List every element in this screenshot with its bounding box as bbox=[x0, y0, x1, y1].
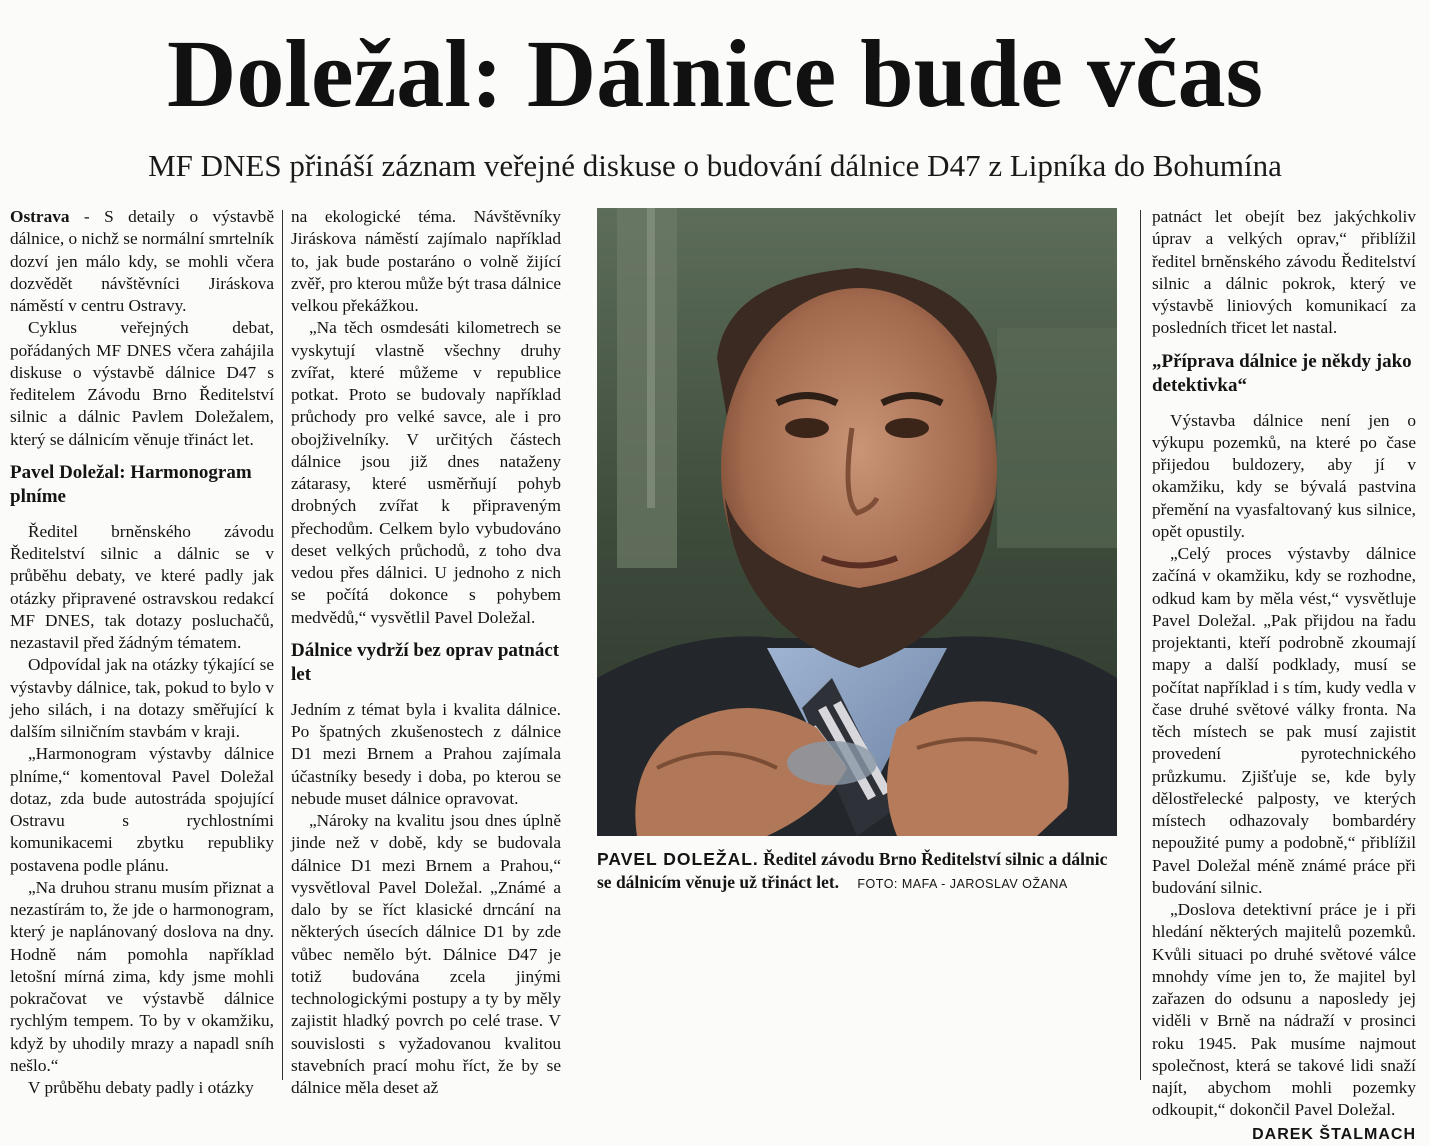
article-column-2 bbox=[291, 206, 561, 1099]
column-rule bbox=[1140, 210, 1141, 1080]
photo-pavel-dolezal bbox=[597, 208, 1117, 836]
paragraph-text: „Doslova detektivní práce je i při hledání některých majitelů pozemků. Kvůli situaci po druhé světové válce mnohdy víme jen to, že majitel byl zařazen do odsunu a naposledy jej viděli v Brně na nádraží v prosinci roku 1945. Pak musíme najmout společnost, která se takové lidi snaží najít, abychom mohli pozemky odkoupit,“ dokončil Pavel Doležal. bbox=[1152, 900, 1416, 1120]
subheadline: MF DNES přináší záznam veřejné diskuse o budování dálnice D47 z Lipníka do Bohumína bbox=[148, 148, 1282, 183]
byline: DAREK ŠTALMACH bbox=[1252, 1125, 1416, 1143]
paragraph: Ředitel brněnského závodu Ředitelství silnic a dálnic se v průběhu debaty, ve které padly jak otázky připravené ostravskou redakcí MF DNES, tak dotazy posluchačů, nezastavil před žádným tématem. bbox=[10, 521, 274, 652]
photo-caption bbox=[597, 848, 1117, 896]
article-column-1 bbox=[10, 206, 274, 1099]
article-column-4 bbox=[1152, 206, 1416, 1146]
paragraph: „Na těch osmdesáti kilometrech se vyskytují vlastně všechny druhy zvířat, které můžeme v republice potkat. Proto se budovaly například průchody pro velké savce, ale i pro obojživelníky. V určitých částech dálnice jsou již dnes nataženy zátarasy, které usměrňují pohyb drobných zvířat k připraveným přechodům. Celkem bylo vybudováno deset velkých průchodů, z toho dva vedou přes dálnici. U jednoho z nich se počítá dokonce s pohybem medvědů,“ vysvětlil Pavel Doležal. bbox=[291, 318, 561, 627]
paragraph: Cyklus veřejných debat, pořádaných MF DNES včera zahájila diskuse o výstavbě dálnice D47 s ředitelem Závodu Brno Ředitelství silnic a dálnic Pavlem Doležalem, který se dálnicím věnuje třináct let. bbox=[10, 318, 274, 449]
paragraph: na ekologické téma. Návštěvníky Jiráskova náměstí zajímalo například to, jak bude postaráno o volně žijící zvěř, pro kterou může být trasa dálnice velkou překážkou. bbox=[291, 207, 561, 315]
caption-text: Ředitel závodu Brno Ředitelství silnic a dálnic se dálnicím věnuje už třináct let. bbox=[597, 849, 1108, 892]
paragraph: Jedním z témat byla i kvalita dálnice. Po špatných zkušenostech z dálnice D1 mezi Brnem a Prahou zajímala účastníky besedy i doba, po kterou se nebude muset dálnice opravovat. bbox=[291, 699, 561, 808]
paragraph: „Nároky na kvalitu jsou dnes úplně jinde než v době, kdy se budovala dálnice D1 mezi Brnem a Prahou,“ vysvětloval Pavel Doležal. „Známé a dalo by se říct klasické drncání na některých úsecích dálnice D1 by zde vůbec nemělo být. Dálnice D47 je totiž budována zcela jinými technologickými postupy a ty by měly zajistit hladký povrch po celé trase. V souvislosti s vyžadovanou kvalitou stavebních prací mohu říct, že by se dálnice měla deset až bbox=[291, 811, 561, 1097]
section-heading: Dálnice vydrží bez oprav patnáct let bbox=[291, 639, 560, 685]
paragraph bbox=[1152, 899, 1416, 1143]
paragraph bbox=[10, 206, 274, 317]
paragraph: „Na druhou stranu musím přiznat a nezastírám to, že jde o harmonogram, který je naplánovaný doslova na dny. Hodně nám pomohla například letošní mírná zima, kdy jsme mohli pokračovat ve výstavbě dálnice rychlým tempem. To by v okamžiku, když by uhodily mrazy a napadl sníh nešlo.“ bbox=[10, 877, 274, 1075]
column-rule bbox=[282, 210, 283, 1080]
section-heading: „Příprava dálnice je někdy jako detektivka“ bbox=[1152, 350, 1412, 396]
paragraph: „Celý proces výstavby dálnice začíná v okamžiku, kdy se rozhodne, odkud kam by měla vést,“ vysvětluje Pavel Doležal. „Pak přijdou na řadu projektanti, kteří podrobně zkoumají mapy a další podklady, musí se počítat například i s tím, kudy vedla v čase druhé světové války fronta. Na těch místech se pak musí zajistit provedení pyrotechnického průzkumu. Zjišťuje se, kde byly dělostřelecké palposty, ve kterých místech odhazovaly bombardéry nepoužité pumy a podobně,“ přiblížil Pavel Doležal méně známé práce při budování silnic. bbox=[1152, 544, 1416, 897]
paragraph: Odpovídal jak na otázky týkající se výstavby dálnice, tak, pokud to bylo v jeho silách, i na dotazy směřující k dalším silničním stavbám v kraji. bbox=[10, 655, 274, 741]
section-heading: Pavel Doležal: Harmonogram plníme bbox=[10, 461, 252, 507]
paragraph: Výstavba dálnice není jen o výkupu pozemků, na které po čase přijedou buldozery, aby jí v okamžiku, kdy se bývalá pastvina přemění na vyasfaltovaný kus silnice, opět opustily. bbox=[1152, 410, 1416, 541]
paragraph: patnáct let obejít bez jakýchkoliv úprav a velkých oprav,“ přiblížil ředitel brněnského závodu Ředitelství silnic a dálnic pokrok, který ve výstavbě liniových komunikací za posledních třicet let nastal. bbox=[1152, 207, 1416, 338]
paragraph-text: - S detaily o výstavbě dálnice, o nichž se normální smrtelník dozví jen málo kdy, se mohli včera dozvědět návštěvníci Jiráskova náměstí v centru Ostravy. bbox=[10, 207, 274, 315]
dateline: Ostrava bbox=[10, 207, 70, 226]
caption-name: PAVEL DOLEŽAL. bbox=[597, 849, 759, 869]
paragraph: „Harmonogram výstavby dálnice plníme,“ komentoval Pavel Doležal dotaz, zda bude autostráda spojující Ostravu s rychlostními komunikacemi zbytku republiky postavena podle plánu. bbox=[10, 744, 274, 875]
portrait-image bbox=[597, 208, 1117, 836]
photo-credit: FOTO: MAFA - JAROSLAV OŽANA bbox=[857, 877, 1068, 891]
paragraph: V průběhu debaty padly i otázky bbox=[28, 1078, 254, 1097]
headline: Doležal: Dálnice bude včas bbox=[167, 20, 1263, 127]
